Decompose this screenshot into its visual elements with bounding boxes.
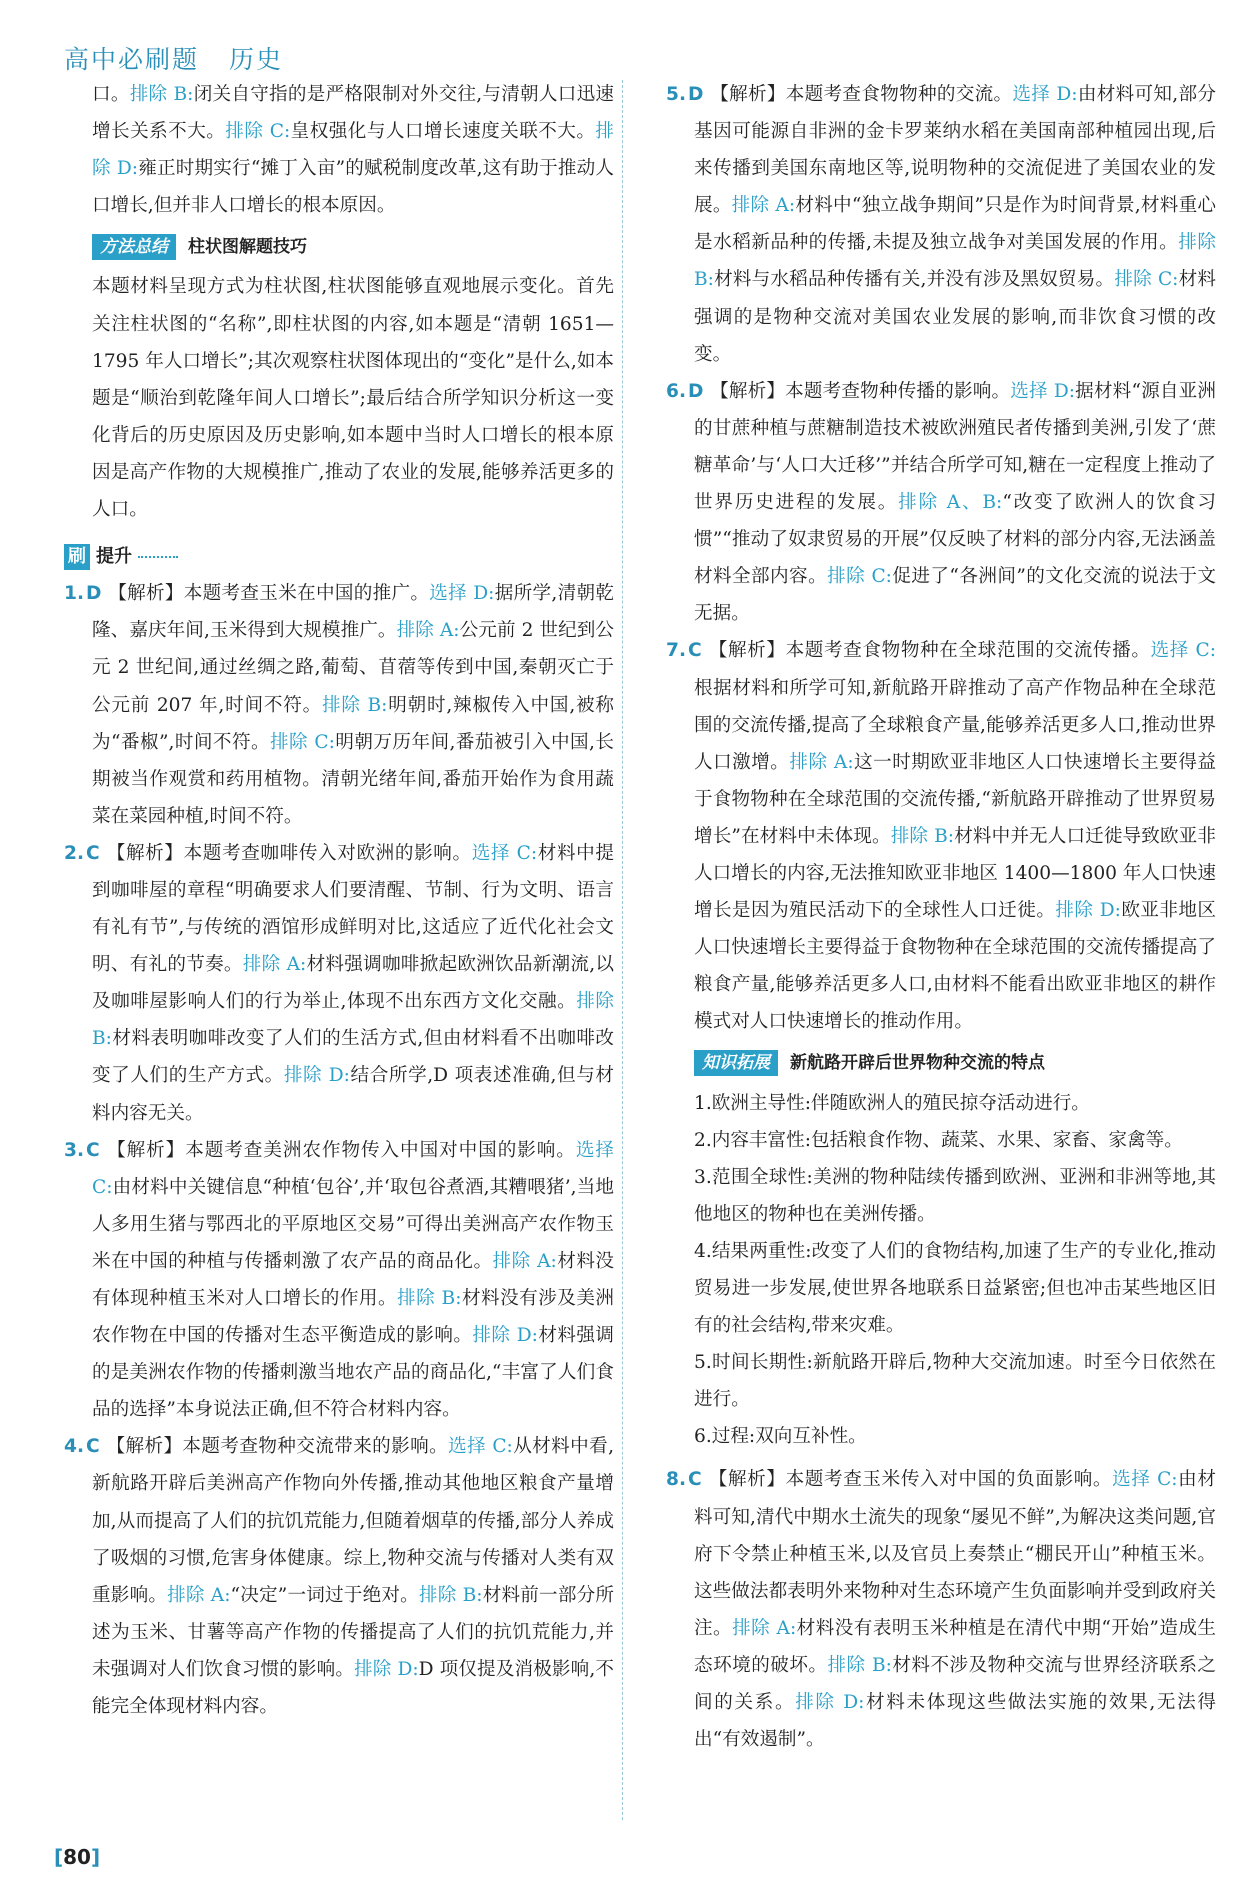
- section-heading: [64, 538, 614, 575]
- explanation-text: 材料没有体现种植玉米对人口增长的作用。: [92, 1250, 614, 1309]
- method-summary-heading: [92, 228, 614, 266]
- section-title: 提升: [96, 546, 132, 568]
- option-keyword: 排除 B:: [694, 232, 1216, 291]
- answer-item: [64, 835, 614, 1132]
- answer-letter: D: [688, 84, 711, 105]
- item-number: 4.: [64, 1436, 85, 1458]
- option-keyword: 选择 C:: [471, 842, 538, 864]
- option-keyword: 排除 B:: [890, 825, 955, 847]
- option-keyword: 排除 B:: [418, 1584, 483, 1606]
- option-keyword: 排除 D:: [283, 1065, 350, 1087]
- option-keyword: 选择 C:: [1150, 640, 1216, 662]
- explanation-text: “决定”一词过于绝对。: [230, 1584, 419, 1606]
- subject-title: 历史: [229, 45, 284, 74]
- left-answer-list: [64, 575, 614, 1725]
- option-keyword: 排除 C:: [1114, 269, 1179, 291]
- knowledge-heading: [694, 1044, 1216, 1082]
- explanation-text: 【解析】本题考查玉米传入对中国的负面影响。: [708, 1469, 1113, 1491]
- explanation-text: 材料没有表明玉米种植是在清代中期“开始”造成生态环境的破坏。: [694, 1617, 1216, 1676]
- option-keyword: 排除 B:: [827, 1654, 892, 1676]
- item-number: 2.: [64, 842, 85, 864]
- option-keyword: 排除 B:: [129, 84, 194, 105]
- explanation-text: 皇权强化与人口增长速度关联不大。: [290, 121, 596, 143]
- page-number: [80]: [54, 1845, 101, 1869]
- answer-item: [666, 76, 1216, 373]
- option-keyword: 选择 C:: [92, 1139, 614, 1198]
- explanation-text: 欧亚非地区人口快速增长主要得益于食物物种在全球范围的交流传播提高了粮食产量,能够养活更多人口,由材料不能看出欧亚非地区的耕作模式对人口快速增长的推动作用。: [694, 900, 1216, 1033]
- answer-letter: C: [86, 842, 107, 864]
- item-number: 6.: [666, 380, 687, 402]
- item-number: 8.: [666, 1469, 687, 1491]
- answer-item: [64, 575, 614, 835]
- answer-item: [666, 373, 1216, 633]
- explanation-text: 材料中提到咖啡屋的章程“明确要求人们要清醒、节制、行为文明、语言有礼有节”,与传统的酒馆形成鲜明对比,这适应了近代化社会文明、有礼的节奏。: [92, 842, 614, 976]
- option-keyword: 排除 B:: [322, 694, 388, 716]
- explanation-text: 【解析】本题考查玉米在中国的推广。: [108, 583, 430, 605]
- left-column: [64, 76, 614, 1725]
- method-summary-title: 柱状图解题技巧: [188, 237, 307, 258]
- item-number: 7.: [666, 640, 687, 662]
- option-keyword: 选择 C:: [448, 1436, 513, 1458]
- explanation-text: 明朝时,辣椒传入中国,被称为“番椒”,时间不符。: [92, 694, 614, 753]
- explanation-text: 雍正时期实行“摊丁入亩”的赋税制度改革,这有助于推动人口增长,但并非人口增长的根本原因。: [92, 158, 614, 217]
- answer-letter: C: [688, 1469, 709, 1491]
- option-keyword: 排除 A:: [242, 954, 307, 976]
- answer-item: [64, 1428, 614, 1725]
- knowledge-point: 1.欧洲主导性:伴随欧洲人的殖民掠夺活动进行。: [694, 1092, 1090, 1114]
- answer-letter: C: [86, 1436, 107, 1458]
- explanation-text: 材料强调咖啡掀起欧洲饮品新潮流,以及咖啡屋影响人们的行为举止,体现不出东西方文化交融。: [92, 954, 614, 1013]
- option-keyword: 排除 D:: [472, 1325, 538, 1347]
- explanation-text: 由材料中关键信息“种植‘包谷’,并‘取包谷煮酒,其糟喂猪’,当地人多用生猪与鄂西北的平原地区交易”可得出美洲高产农作物玉米在中国的种植与传播刺激了农产品的商品化。: [92, 1176, 614, 1272]
- explanation-text: 【解析】本题考查咖啡传入对欧洲的影响。: [106, 842, 472, 864]
- method-summary-text: 本题材料呈现方式为柱状图,柱状图能够直观地展示变化。首先关注柱状图的“名称”,即柱状图的内容,如本题是“清朝 1651—1795 年人口增长”;其次观察柱状图体现出的“变化”是什么,如本题是“顺治到乾隆年间人口增长”;最后结合所学知识分析这一变化背后的历史原因及历史影响,如本题中当时人口增长的根本原因是高产作物的大规模推广,推动了农业的发展,能够养活更多的人口。: [92, 276, 614, 521]
- option-keyword: 排除 A、B:: [898, 492, 1003, 514]
- answer-item: [666, 1461, 1216, 1758]
- explanation-text: 材料中“独立战争期间”只是作为时间背景,材料重心是水稻新品种的传播,未提及独立战争对美国发展的作用。: [694, 195, 1216, 254]
- option-keyword: 排除 B:: [92, 991, 614, 1050]
- answer-item: [64, 1132, 614, 1429]
- explanation-text: 材料表明咖啡改变了人们的生活方式,但由材料看不出咖啡改变了人们的生产方式。: [92, 1028, 614, 1087]
- section-dots: [138, 556, 178, 558]
- explanation-text: 【解析】本题考查食物物种的交流。: [710, 84, 1013, 105]
- answer-letter: C: [688, 640, 709, 662]
- explanation-text: 材料不涉及物种交流与世界经济联系之间的关系。: [694, 1654, 1216, 1714]
- option-keyword: 排除 C:: [225, 121, 291, 143]
- option-keyword: 排除 D:: [354, 1658, 419, 1680]
- book-title: 高中必刷题: [64, 45, 200, 74]
- option-keyword: 排除 D:: [795, 1692, 865, 1714]
- knowledge-points: [666, 1085, 1216, 1456]
- option-keyword: 排除 A:: [492, 1250, 557, 1272]
- answer-letter: D: [86, 583, 109, 605]
- knowledge-point: 5.时间长期性:新航路开辟后,物种大交流加速。时至今日依然在进行。: [694, 1352, 1216, 1411]
- explanation-text: 由材料可知,清代中期水土流失的现象“屡见不鲜”,为解决这类问题,官府下令禁止种植玉米,以及官员上奏禁止“棚民开山”种植玉米。这些做法都表明外来物种对生态环境产生负面影响并受到政府关注。: [694, 1469, 1216, 1639]
- knowledge-point: 4.结果两重性:改变了人们的食物结构,加速了生产的专业化,推动贸易进一步发展,使世界各地联系日益紧密;但也冲击某些地区旧有的社会结构,带来灾难。: [694, 1240, 1216, 1337]
- right-column: [666, 76, 1216, 1758]
- explanation-text: 从材料中看,新航路开辟后美洲高产作物向外传播,推动其他地区粮食产量增加,从而提高了人们的抗饥荒能力,但随着烟草的传播,部分人养成了吸烟的习惯,危害身体健康。综上,物种交流与传播对人类有双重影响。: [92, 1436, 614, 1606]
- explanation-text: “改变了欧洲人的饮食习惯”“推动了奴隶贸易的开展”仅反映了材料的部分内容,无法涵盖材料全部内容。: [694, 492, 1216, 588]
- explanation-text: 材料强调的是美洲农作物的传播刺激当地农产品的商品化,“丰富了人们食品的选择”本身说法正确,但不符合材料内容。: [92, 1325, 614, 1421]
- knowledge-point: 6.过程:双向互补性。: [694, 1426, 867, 1448]
- explanation-text: 口。: [92, 84, 130, 105]
- explanation-text: 【解析】本题考查美洲农作物传入中国对中国的影响。: [107, 1139, 576, 1161]
- answer-letter: D: [688, 380, 711, 402]
- explanation-text: 据所学,清朝乾隆、嘉庆年间,玉米得到大规模推广。: [92, 583, 614, 642]
- option-keyword: 排除 A:: [789, 751, 854, 773]
- section-mark: 刷: [64, 544, 90, 570]
- right-answer-list-b: [666, 1461, 1216, 1758]
- option-keyword: 排除 B:: [397, 1288, 462, 1309]
- explanation-text: 闭关自守指的是严格限制对外交往,与清朝人口迅速增长关系不大。: [92, 84, 614, 143]
- explanation-text: 材料前一部分所述为玉米、甘薯等高产作物的传播提高了人们的抗饥荒能力,并未强调对人们饮食习惯的影响。: [92, 1584, 614, 1680]
- answer-item: [666, 632, 1216, 1040]
- knowledge-point: 3.范围全球性:美洲的物种陆续传播到欧洲、亚洲和非洲等地,其他地区的物种也在美洲传播。: [694, 1166, 1216, 1225]
- explanation-text: 【解析】本题考查物种传播的影响。: [710, 380, 1011, 402]
- option-keyword: 排除 A:: [731, 195, 796, 217]
- right-answer-list-a: [666, 76, 1216, 1040]
- knowledge-point: 2.内容丰富性:包括粮食作物、蔬菜、水果、家畜、家禽等。: [694, 1129, 1183, 1151]
- explanation-text: 明朝万历年间,番茄被引入中国,长期被当作观赏和药用植物。清朝光绪年间,番茄开始作为食用蔬菜在菜园种植,时间不符。: [92, 731, 614, 827]
- explanation-text: 根据材料和所学可知,新航路开辟推动了高产作物品种在全球范围的交流传播,提高了全球粮食产量,能够养活更多人口,推动世界人口激增。: [694, 677, 1216, 773]
- explanation-text: 这一时期欧亚非地区人口快速增长主要得益于食物物种在全球范围的交流传播,“新航路开辟推动了世界贸易增长”在材料中未体现。: [694, 751, 1216, 847]
- option-keyword: 选择 D:: [429, 583, 495, 605]
- explanation-text: 促进了“各洲间”的文化交流的说法于文无据。: [694, 566, 1216, 625]
- explanation-text: 材料未体现这些做法实施的效果,无法得出“有效遏制”。: [694, 1692, 1216, 1751]
- column-divider: [622, 80, 623, 1820]
- option-keyword: 排除 C:: [827, 566, 892, 588]
- explanation-text: 【解析】本题考查食物物种在全球范围的交流传播。: [708, 640, 1151, 662]
- knowledge-tag: 知识拓展: [694, 1050, 778, 1076]
- explanation-text: 材料强调的是物种交流对美国农业发展的影响,而非饮食习惯的改变。: [694, 269, 1216, 365]
- explanation-text: 结合所学,D 项表述准确,但与材料内容无关。: [92, 1065, 614, 1124]
- continued-paragraph: [64, 76, 614, 224]
- item-number: 3.: [64, 1139, 85, 1161]
- explanation-text: D 项仅提及消极影响,不能完全体现材料内容。: [92, 1658, 614, 1718]
- item-number: 5.: [666, 84, 687, 105]
- option-keyword: 选择 D:: [1010, 380, 1075, 402]
- explanation-text: 由材料可知,部分基因可能源自非洲的金卡罗莱纳水稻在美国南部种植园出现,后来传播到美国东南地区等,说明物种的交流促进了美国农业的发展。: [694, 84, 1216, 217]
- knowledge-title: 新航路开辟后世界物种交流的特点: [790, 1053, 1045, 1074]
- option-keyword: 排除 A:: [732, 1617, 797, 1639]
- option-keyword: 排除 A:: [167, 1584, 231, 1606]
- answer-letter: C: [86, 1139, 108, 1161]
- page-number-value: 80: [63, 1845, 91, 1869]
- explanation-text: 材料中并无人口迁徙导致欧亚非人口增长的内容,无法推知欧亚非地区 1400—1800 年人口快速增长是因为殖民活动下的全球性人口迁徙。: [694, 825, 1216, 922]
- option-keyword: 选择 C:: [1112, 1469, 1178, 1491]
- explanation-text: 据材料“源自亚洲的甘蔗种植与蔗糖制造技术被欧洲殖民者传播到美洲,引发了‘蔗糖革命’与‘人口大迁移’”并结合所学可知,糖在一定程度上推动了世界历史进程的发展。: [694, 380, 1216, 514]
- method-summary-tag: 方法总结: [92, 234, 176, 260]
- option-keyword: 选择 D:: [1012, 84, 1078, 105]
- option-keyword: 排除 A:: [396, 620, 460, 642]
- running-header: [64, 40, 283, 76]
- explanation-text: 材料没有涉及美洲农作物在中国的传播对生态平衡造成的影响。: [92, 1288, 614, 1347]
- option-keyword: 排除 D:: [92, 121, 614, 180]
- item-number: 1.: [64, 583, 85, 605]
- explanation-text: 【解析】本题考查物种交流带来的影响。: [106, 1436, 449, 1458]
- explanation-text: 材料与水稻品种传播有关,并没有涉及黑奴贸易。: [713, 269, 1115, 291]
- option-keyword: 排除 D:: [1055, 900, 1121, 922]
- option-keyword: 排除 C:: [270, 731, 335, 753]
- explanation-text: 公元前 2 世纪到公元 2 世纪间,通过丝绸之路,葡萄、苜蓿等传到中国,秦朝灭亡于公元前 207 年,时间不符。: [92, 620, 614, 716]
